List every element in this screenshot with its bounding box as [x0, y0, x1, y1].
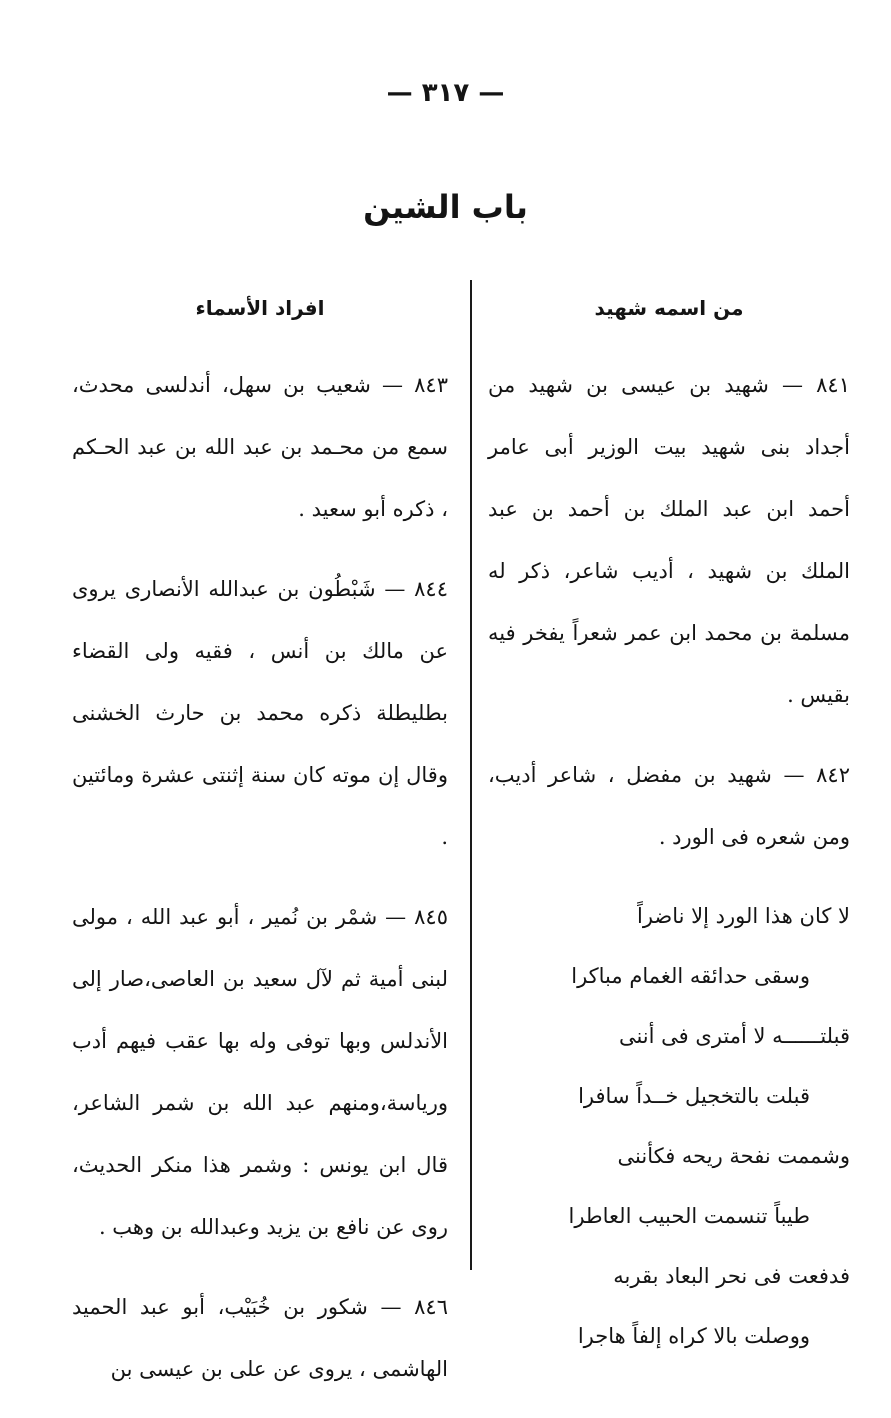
- poem-line-2: وسقى حدائقه الغمام مباكرا: [571, 964, 810, 988]
- chapter-title: باب الشين: [363, 188, 528, 226]
- poem-line-6: طيباً تنسمت الحبيب العاطرا: [568, 1204, 810, 1228]
- poem-line-5: وشممت نفحة ريحه فكأننى: [617, 1144, 850, 1168]
- poem-line-1: لا كان هذا الورد إلا ناضراً: [637, 904, 850, 928]
- entry-842: ٨٤٢ — شهيد بن مفضل ، شاعر أديب، ومن شعره فى الورد .: [488, 763, 850, 849]
- column-divider: [470, 280, 472, 1270]
- page-number: — ٣١٧ —: [386, 78, 505, 108]
- entry-844: ٨٤٤ — شَبْطُون بن عبدالله الأنصارى يروى عن مالك بن أنس ، فقيه ولى القضاء بطليطلة ذكره محمد بن حارث الخشنى وقال إن موته كان سنة إثنتى عشرة ومائتين .: [72, 577, 449, 849]
- right-column-heading: من اسمه شهيد: [594, 296, 744, 320]
- left-column-heading: افراد الأسماء: [195, 296, 325, 320]
- poem-line-7: فدفعت فى نحر البعاد بقربه: [613, 1264, 850, 1288]
- poem-line-3: قبلتــــــه لا أمترى فى أننى: [618, 1024, 850, 1048]
- entry-846: ٨٤٦ — شكور بن خُبَيْب، أبو عبد الحميد الهاشمى ، يروى عن على بن عيسى بن: [72, 1295, 448, 1381]
- entry-843: ٨٤٣ — شعيب بن سهل، أندلسى محدث، سمع من محـمد بن عبد الله بن عبد الحـكم ، ذكره أبو سعيد .: [72, 373, 448, 521]
- right-column: [488, 292, 850, 1366]
- entry-845: ٨٤٥ — شمْر بن نُمير ، أبو عبد الله ، مولى لبنى أمية ثم لآل سعيد بن العاصى،صار إلى الأندلس وبها توفى وله بها عقب فيهم أدب ورياسة،ومنهم عبد الله بن شمر الشاعر، قال ابن يونس : وشمر هذا منكر الحديث، روى عن نافع بن يزيد وعبدالله بن وهب .: [72, 905, 448, 1239]
- poem-line-4: قبلت بالتخجيل خــداً سافرا: [578, 1084, 810, 1108]
- entry-841: ٨٤١ — شهيد بن عيسى بن شهيد من أجداد بنى شهيد بيت الوزير أبى عامر أحمد ابن عبد الملك بن أحمد بن عبد الملك بن شهيد ، أديب شاعر، ذكر له مسلمة بن محمد ابن عمر شعراً يفخر فيه بقيس .: [488, 373, 850, 707]
- left-column: [72, 292, 448, 1418]
- poem-line-8: ووصلت بالا كراه إلفاً هاجرا: [577, 1324, 810, 1348]
- poem: [488, 886, 850, 1366]
